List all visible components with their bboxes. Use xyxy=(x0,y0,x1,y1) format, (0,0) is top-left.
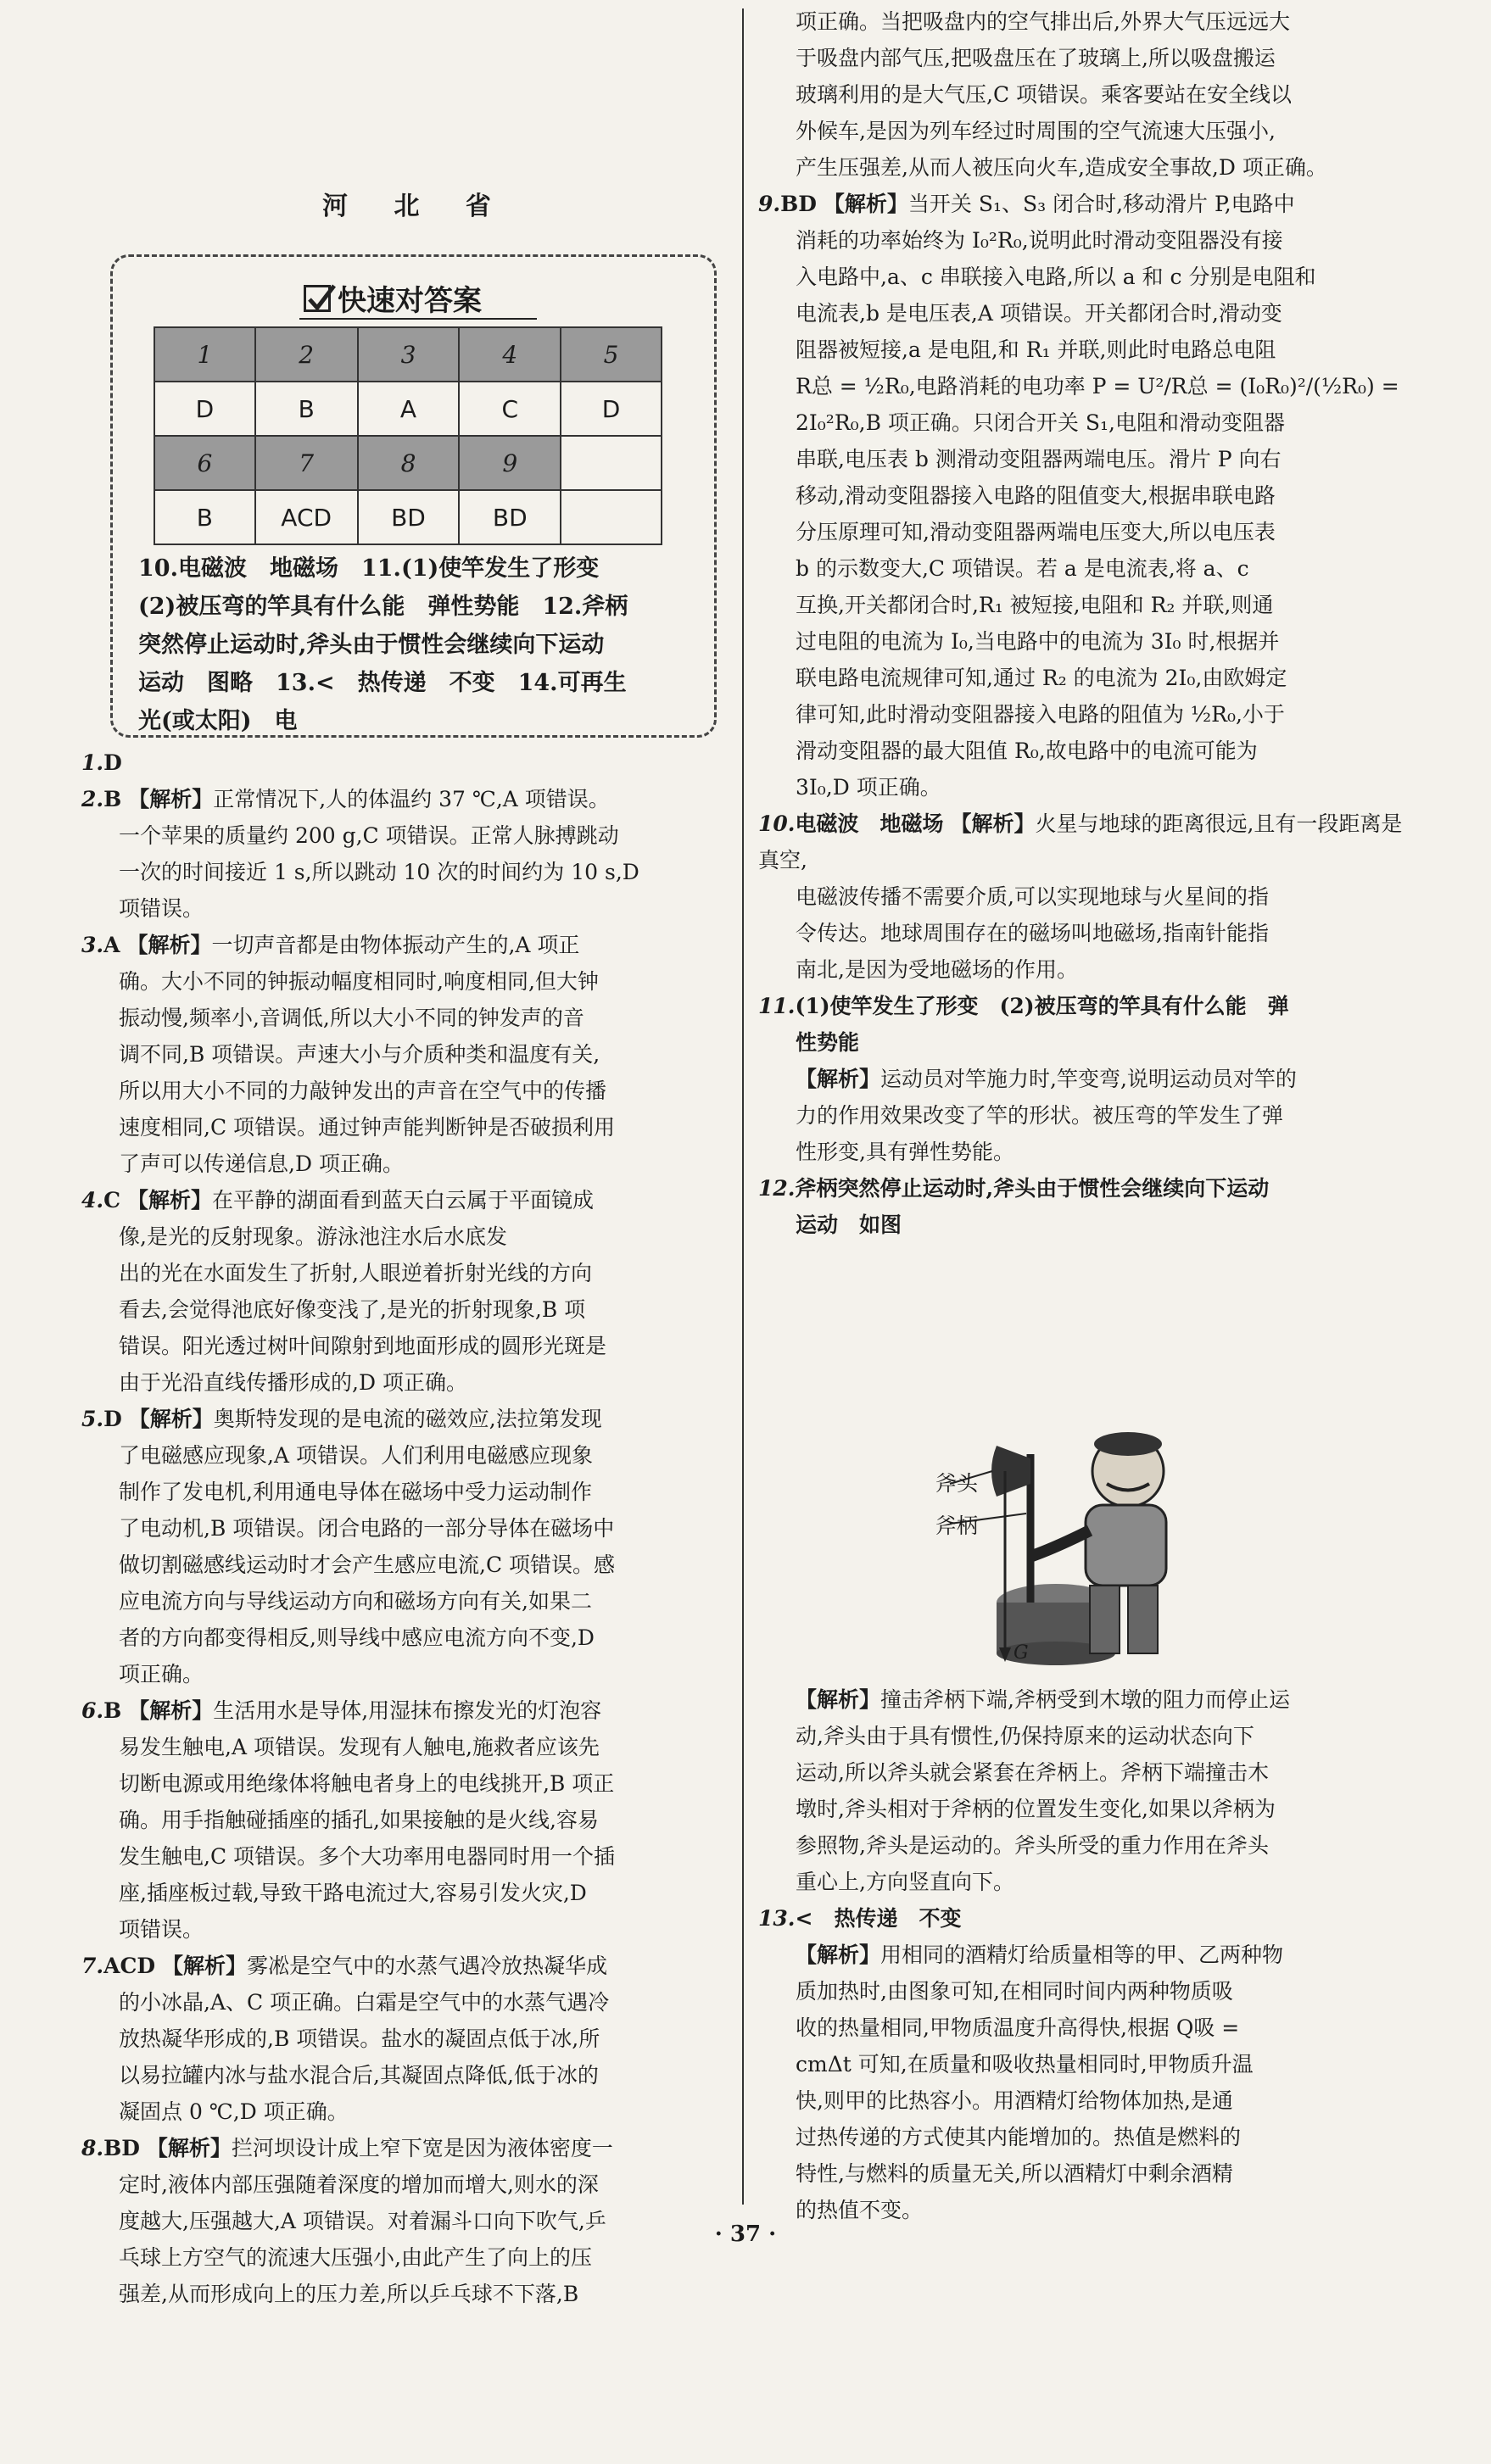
table-cell xyxy=(561,436,662,490)
explanation-text: 生活用水是导体,用湿抹布擦发光的灯泡容 xyxy=(213,1698,602,1723)
explanation-text: 用相同的酒精灯给质量相等的甲、乙两种物 xyxy=(880,1943,1284,1967)
item-answer: 斧柄突然停止运动时,斧头由于惯性会继续向下运动 xyxy=(795,1176,1270,1201)
explanation-label: 【解析】 xyxy=(128,787,214,811)
explanation-line: 了电动机,B 项错误。闭合电路的一部分导体在磁场中 xyxy=(119,1516,615,1541)
summary-line: 光(或太阳) 电 xyxy=(138,708,298,734)
item-line xyxy=(758,988,1403,1024)
explanation-line: 力的作用效果改变了竿的形状。被压弯的竿发生了弹 xyxy=(796,1103,1284,1128)
explanation-text: 当开关 S₁、S₃ 闭合时,移动滑片 P,电路中 xyxy=(907,192,1295,216)
explanation-line: 快,则甲的比热容小。用酒精灯给物体加热,是通 xyxy=(796,2088,1233,2113)
explanation-line: 速度相同,C 项错误。通过钟声能判断钟是否破损利用 xyxy=(119,1115,616,1140)
explanation-line: 乓球上方空气的流速大压强小,由此产生了向上的压 xyxy=(119,2245,592,2270)
explanation-line: 一个苹果的质量约 200 g,C 项错误。正常人脉搏跳动 xyxy=(119,823,619,848)
item-number: 5. xyxy=(81,1407,104,1431)
explanation-label: 【解析】 xyxy=(126,1188,212,1212)
table-cell: 7 xyxy=(255,436,358,490)
explanation-text: 撞击斧柄下端,斧柄受到木墩的阻力而停止运 xyxy=(880,1687,1290,1712)
explanation-line: R总 = ½R₀,电路消耗的电功率 P = U²/R总 = (I₀R₀)²/(½R₀) = xyxy=(796,374,1399,399)
table-cell xyxy=(561,490,662,544)
explanation-line: 制作了发电机,利用通电导体在磁场中受力运动制作 xyxy=(119,1480,592,1504)
table-cell: D xyxy=(561,382,662,436)
explanation-label: 【解析】 xyxy=(796,1687,881,1712)
item-number: 4. xyxy=(81,1188,104,1212)
summary-line: 突然停止运动时,斧头由于惯性会继续向下运动 xyxy=(138,632,605,658)
explanation-line: 错误。阳光透过树叶间隙射到地面形成的圆形光斑是 xyxy=(119,1334,607,1358)
explanation-line: 分压原理可知,滑动变阻器两端电压变大,所以电压表 xyxy=(796,520,1276,544)
explanation-line: 了电磁感应现象,A 项错误。人们利用电磁感应现象 xyxy=(119,1443,593,1468)
explanation-line: 强差,从而形成向上的压力差,所以乒乓球不下落,B xyxy=(119,2282,579,2306)
column-divider xyxy=(742,8,744,2205)
explanation-line: 串联,电压表 b 测滑动变阻器两端电压。滑片 P 向右 xyxy=(796,447,1282,471)
explanation-line: 于吸盘内部气压,把吸盘压在了玻璃上,所以吸盘搬运 xyxy=(796,46,1276,70)
item-line xyxy=(81,927,726,963)
item-line xyxy=(81,781,726,817)
explanation-line: 滑动变阻器的最大阻值 R₀,故电路中的电流可能为 xyxy=(796,739,1258,763)
item-line xyxy=(81,2130,726,2166)
explanation-line: b 的示数变大,C 项错误。若 a 是电流表,将 a、c xyxy=(796,556,1249,581)
explanation-line: 凝固点 0 ℃,D 项正确。 xyxy=(119,2099,349,2124)
table-cell: C xyxy=(459,382,561,436)
explanation-line: 项错误。 xyxy=(119,896,204,921)
explanation-label: 【解析】 xyxy=(128,1407,214,1431)
explanation-line: 度越大,压强越大,A 项错误。对着漏斗口向下吹气,乒 xyxy=(119,2209,606,2233)
explanation-text: 奥斯特发现的是电流的磁效应,法拉第发现 xyxy=(213,1407,602,1431)
explanation-line: 律可知,此时滑动变阻器接入电路的阻值为 ½R₀,小于 xyxy=(796,702,1285,727)
explanation-text: 在平静的湖面看到蓝天白云属于平面镜成 xyxy=(211,1188,594,1212)
item-number: 8. xyxy=(81,2136,104,2160)
checkbox-check-icon xyxy=(304,285,331,312)
answer-summary xyxy=(138,549,698,740)
item-line xyxy=(758,1170,1403,1207)
explanation-label: 【解析】 xyxy=(162,1954,248,1978)
item-line xyxy=(758,1061,1403,1097)
explanation-line: 外候车,是因为列车经过时周围的空气流速大压强小, xyxy=(796,119,1276,143)
axe-figure xyxy=(935,1420,1200,1670)
explanation-line: 应电流方向与导线运动方向和磁场方向有关,如果二 xyxy=(119,1589,592,1614)
explanation-line: 以易拉罐内冰与盐水混合后,其凝固点降低,低于冰的 xyxy=(119,2063,599,2088)
item-line xyxy=(81,1692,726,1729)
axe-head-label: 斧头 xyxy=(935,1471,979,1496)
explanation-line: 放热凝华形成的,B 项错误。盐水的凝固点低于冰,所 xyxy=(119,2026,600,2051)
table-cell: B xyxy=(154,490,255,544)
explanation-line: 移动,滑动变阻器接入电路的阻值变大,根据串联电路 xyxy=(796,483,1276,508)
item-number: 10. xyxy=(758,811,796,836)
item-answer: ACD xyxy=(103,1954,156,1978)
explanation-line: 3I₀,D 项正确。 xyxy=(796,775,941,800)
item-number: 11. xyxy=(758,994,796,1018)
item-answer: B xyxy=(103,787,122,811)
explanation-line: 确。大小不同的钟振动幅度相同时,响度相同,但大钟 xyxy=(119,969,599,994)
quick-answer-box xyxy=(110,254,717,738)
explanation-line: 调不同,B 项错误。声速大小与介质种类和温度有关, xyxy=(119,1042,600,1067)
table-row xyxy=(154,382,662,436)
explanation-line: 产生压强差,从而人被压向火车,造成安全事故,D 项正确。 xyxy=(796,155,1327,180)
explanation-line: 墩时,斧头相对于斧柄的位置发生变化,如果以斧柄为 xyxy=(796,1797,1276,1821)
explanation-line: 互换,开关都闭合时,R₁ 被短接,电阻和 R₂ 并联,则通 xyxy=(796,593,1274,617)
explanation-line: 发生触电,C 项错误。多个大功率用电器同时用一个插 xyxy=(119,1844,616,1869)
item-number: 7. xyxy=(81,1954,104,1978)
explanation-line: 者的方向都变得相反,则导线中感应电流方向不变,D xyxy=(119,1625,595,1650)
left-explanations xyxy=(81,744,726,2312)
explanation-line: 振动慢,频率小,音调低,所以大小不同的钟发声的音 xyxy=(119,1006,584,1030)
item-line xyxy=(81,744,726,781)
explanation-line: 玻璃利用的是大气压,C 项错误。乘客要站在安全线以 xyxy=(796,82,1293,107)
explanation-line: 性形变,具有弹性势能。 xyxy=(796,1140,1014,1164)
item-line xyxy=(758,1900,1403,1937)
explanation-line: 项正确。 xyxy=(119,1662,204,1686)
explanation-line: 联电路电流规律可知,通过 R₂ 的电流为 2I₀,由欧姆定 xyxy=(796,666,1287,690)
explanation-line: 出的光在水面发生了折射,人眼逆着折射光线的方向 xyxy=(119,1261,592,1285)
item-line xyxy=(758,186,1403,222)
item-answer: D xyxy=(103,1407,122,1431)
explanation-text: 雾凇是空气中的水蒸气遇冷放热凝华成 xyxy=(247,1954,608,1978)
item-number: 3. xyxy=(81,933,104,957)
table-row xyxy=(154,490,662,544)
summary-line: 运动 图略 13.< 热传递 不变 14.可再生 xyxy=(138,670,627,696)
explanation-label: 【解析】 xyxy=(126,933,212,957)
answer-box-header xyxy=(304,277,482,319)
axe-handle-label: 斧柄 xyxy=(935,1514,979,1538)
item-answer: BD xyxy=(103,2136,140,2160)
item-answer: BD xyxy=(780,192,817,216)
explanation-line: 的小冰晶,A、C 项正确。白霜是空气中的水蒸气遇冷 xyxy=(119,1990,610,2015)
explanation-line: 切断电源或用绝缘体将触电者身上的电线挑开,B 项正 xyxy=(119,1771,615,1796)
explanation-line: 令传达。地球周围存在的磁场叫地磁场,指南针能指 xyxy=(796,921,1269,945)
item-number: 2. xyxy=(81,787,104,811)
explanation-text: 火星与地球的距离很远,且有一段距离是真空, xyxy=(758,811,1403,872)
item-line xyxy=(81,1948,726,1984)
item-answer: A xyxy=(103,933,120,957)
explanation-line: 看去,会觉得池底好像变浅了,是光的折射现象,B 项 xyxy=(119,1297,586,1322)
item-answer: 性势能 xyxy=(796,1030,860,1055)
header-underline xyxy=(299,318,537,320)
explanation-text: 正常情况下,人的体温约 37 ℃,A 项错误。 xyxy=(213,787,610,811)
explanation-line: 过电阻的电流为 I₀,当电路中的电流为 3I₀ 时,根据并 xyxy=(796,629,1280,654)
explanation-line: 南北,是因为受地磁场的作用。 xyxy=(796,957,1078,982)
summary-line: (2)被压弯的竿具有什么能 弹性势能 12.斧柄 xyxy=(138,594,628,620)
explanation-line: 收的热量相同,甲物质温度升高得快,根据 Q吸 = xyxy=(796,2015,1240,2040)
explanation-line: 由于光沿直线传播形成的,D 项正确。 xyxy=(119,1370,467,1395)
explanation-line: cmΔt 可知,在质量和吸收热量相同时,甲物质升温 xyxy=(796,2052,1254,2077)
item-line xyxy=(758,1937,1403,1973)
explanation-label: 【解析】 xyxy=(796,1943,881,1967)
table-row xyxy=(154,327,662,382)
explanation-line: 做切割磁感线运动时才会产生感应电流,C 项错误。感 xyxy=(119,1553,616,1577)
explanation-label: 【解析】 xyxy=(128,1698,214,1723)
explanation-line: 像,是光的反射现象。游泳池注水后水底发 xyxy=(119,1224,507,1249)
explanation-line: 参照物,斧头是运动的。斧头所受的重力作用在斧头 xyxy=(796,1833,1269,1858)
table-cell: 5 xyxy=(561,327,662,382)
explanation-label: 【解析】 xyxy=(950,811,1036,836)
item-answer: 电磁波 地磁场 xyxy=(795,811,944,836)
item-answer: C xyxy=(103,1188,121,1212)
table-cell: ACD xyxy=(255,490,358,544)
table-cell: 6 xyxy=(154,436,255,490)
explanation-line: 确。用手指触碰插座的插孔,如果接触的是火线,容易 xyxy=(119,1808,599,1832)
explanation-line: 阻器被短接,a 是电阻,和 R₁ 并联,则此时电路总电阻 xyxy=(796,337,1276,362)
explanation-line: 所以用大小不同的力敲钟发出的声音在空气中的传播 xyxy=(119,1079,607,1103)
explanation-line: 的热值不变。 xyxy=(796,2198,924,2222)
explanation-line: 重心上,方向竖直向下。 xyxy=(796,1870,1014,1894)
item-answer: B xyxy=(103,1698,122,1723)
explanation-line: 易发生触电,A 项错误。发现有人触电,施救者应该先 xyxy=(119,1735,600,1759)
axe-illustration xyxy=(946,1420,1200,1670)
table-cell: 3 xyxy=(358,327,460,382)
item-number: 9. xyxy=(758,192,781,216)
table-cell: 8 xyxy=(358,436,460,490)
table-cell: BD xyxy=(358,490,460,544)
table-cell: B xyxy=(255,382,358,436)
answer-box-title: 快速对答案 xyxy=(338,284,482,318)
explanation-text: 运动员对竿施力时,竿变弯,说明运动员对竿的 xyxy=(880,1067,1297,1091)
gravity-label: G xyxy=(1014,1642,1029,1664)
explanation-label: 【解析】 xyxy=(146,2136,232,2160)
item-number: 1. xyxy=(81,750,104,775)
page-number: · 37 · xyxy=(714,2222,777,2247)
right-explanations-upper xyxy=(758,3,1403,1243)
right-explanations-lower xyxy=(758,1681,1403,2228)
explanation-label: 【解析】 xyxy=(823,192,908,216)
explanation-line: 特性,与燃料的质量无关,所以酒精灯中剩余酒精 xyxy=(796,2161,1233,2186)
item-line xyxy=(758,806,1403,878)
item-number: 6. xyxy=(81,1698,104,1723)
table-cell: 4 xyxy=(459,327,561,382)
table-cell: BD xyxy=(459,490,561,544)
explanation-line: 2I₀²R₀,B 项正确。只闭合开关 S₁,电阻和滑动变阻器 xyxy=(796,410,1285,435)
explanation-line: 电磁波传播不需要介质,可以实现地球与火星间的指 xyxy=(796,884,1269,909)
explanation-label: 【解析】 xyxy=(796,1067,881,1091)
answer-table xyxy=(154,326,662,545)
table-cell: A xyxy=(358,382,460,436)
table-cell: 2 xyxy=(255,327,358,382)
item-line xyxy=(758,1681,1403,1718)
item-answer: D xyxy=(103,750,122,775)
explanation-line: 座,插座板过载,导致干路电流过大,容易引发火灾,D xyxy=(119,1881,587,1905)
table-cell: D xyxy=(154,382,255,436)
item-number: 12. xyxy=(758,1176,796,1201)
explanation-line: 质加热时,由图象可知,在相同时间内两种物质吸 xyxy=(796,1979,1233,2004)
explanation-line: 消耗的功率始终为 I₀²R₀,说明此时滑动变阻器没有接 xyxy=(796,228,1283,253)
item-line xyxy=(81,1182,726,1218)
explanation-line: 动,斧头由于具有惯性,仍保持原来的运动状态向下 xyxy=(796,1724,1254,1748)
item-answer: (1)使竿发生了形变 (2)被压弯的竿具有什么能 弹 xyxy=(795,994,1289,1018)
table-cell: 1 xyxy=(154,327,255,382)
explanation-line: 电流表,b 是电压表,A 项错误。开关都闭合时,滑动变 xyxy=(796,301,1282,326)
explanation-line: 运动,所以斧头就会紧套在斧柄上。斧柄下端撞击木 xyxy=(796,1760,1269,1785)
item-line xyxy=(81,1401,726,1437)
item-answer: < 热传递 不变 xyxy=(795,1906,962,1931)
page-title: 河 北 省 xyxy=(322,192,510,221)
explanation-text: 拦河坝设计成上窄下宽是因为液体密度一 xyxy=(231,2136,613,2160)
explanation-line: 一次的时间接近 1 s,所以跳动 10 次的时间约为 10 s,D xyxy=(119,860,639,884)
explanation-line: 入电路中,a、c 串联接入电路,所以 a 和 c 分别是电阻和 xyxy=(796,265,1316,289)
explanation-line: 项错误。 xyxy=(119,1917,204,1942)
summary-line: 10.电磁波 地磁场 11.(1)使竿发生了形变 xyxy=(138,555,600,582)
explanation-line: 项正确。当把吸盘内的空气排出后,外界大气压远远大 xyxy=(796,9,1290,34)
explanation-line: 过热传递的方式使其内能增加的。热值是燃料的 xyxy=(796,2125,1242,2149)
explanation-line: 定时,液体内部压强随着深度的增加而增大,则水的深 xyxy=(119,2172,599,2197)
table-cell: 9 xyxy=(459,436,561,490)
item-answer: 运动 如图 xyxy=(796,1212,902,1237)
explanation-line: 了声可以传递信息,D 项正确。 xyxy=(119,1151,404,1176)
item-number: 13. xyxy=(758,1906,796,1931)
explanation-text: 一切声音都是由物体振动产生的,A 项正 xyxy=(211,933,580,957)
table-row xyxy=(154,436,662,490)
